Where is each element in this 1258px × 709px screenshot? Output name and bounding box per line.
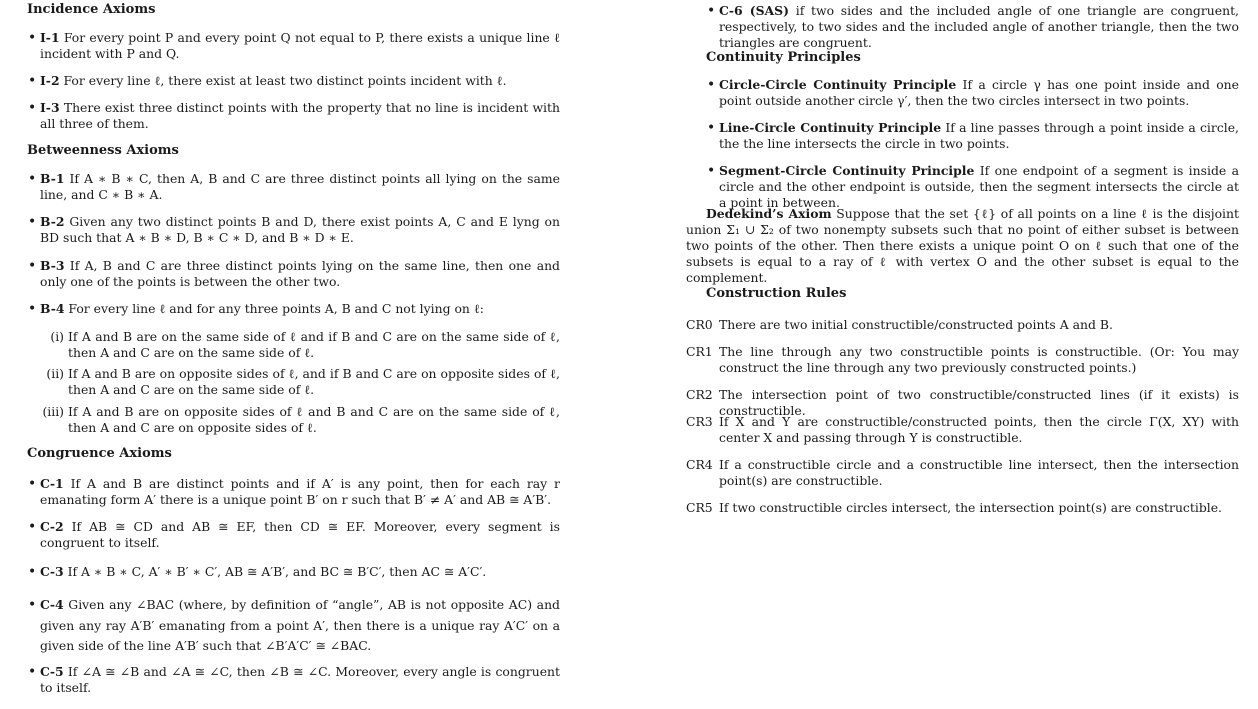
principle-text: If one endpoint of a segment is inside a circle and the other endpoint is outside, then the segment intersects the circle at a point in between. xyxy=(719,163,1239,210)
axiom-c5 xyxy=(27,664,560,696)
dedekind-text: Suppose that the set {ℓ} of all points on a line ℓ is the disjoint union Σ₁ ∪ Σ₂ of two nonempty subsets such that no point of either subset is between two points of the other. Then there exists a unique point O on ℓ such that one of the subsets is equal to a ray of ℓ with vertex O and the other subset is equal to the complement. xyxy=(686,206,1239,285)
axiom-label: C-1 xyxy=(40,476,64,491)
rule-text: If two constructible circles intersect, the intersection point(s) are constructible. xyxy=(719,500,1222,515)
axiom-i2 xyxy=(27,73,560,89)
construction-heading: Construction Rules xyxy=(706,286,847,301)
axiom-text: If A ∗ B ∗ C, A′ ∗ B′ ∗ C′, AB ≅ A′B′, and BC ≅ B′C′, then AC ≅ A′C′. xyxy=(67,564,487,579)
sub-label: (i) xyxy=(50,329,64,344)
principle-circle-circle xyxy=(706,77,1239,109)
incidence-heading: Incidence Axioms xyxy=(27,2,156,17)
axiom-b4 xyxy=(27,301,560,317)
axiom-label: B-2 xyxy=(40,214,65,229)
principle-text: If a circle γ has one point inside and one point outside another circle γ′, then the two circles intersect in two points. xyxy=(719,77,1239,108)
rule-label: CR3 xyxy=(686,414,713,429)
axiom-text: If A ∗ B ∗ C, then A, B and C are three distinct points all lying on the same line, and C ∗ B ∗ A. xyxy=(40,171,560,202)
axiom-c6 xyxy=(706,3,1239,51)
axiom-text: If ∠A ≅ ∠B and ∠A ≅ ∠C, then ∠B ≅ ∠C. Moreover, every angle is congruent to itself. xyxy=(40,664,560,695)
axiom-text: Given any two distinct points B and D, there exist points A, C and E lyng on BD such that A ∗ B ∗ D, B ∗ C ∗ D, and B ∗ D ∗ E. xyxy=(40,214,560,245)
axiom-label: C-4 xyxy=(40,597,64,612)
axiom-text: If A, B and C are three distinct points lying on the same line, then one and only one of the points is between the other two. xyxy=(40,258,560,289)
axiom-text: if two sides and the included angle of one triangle are congruent, respectively, to two sides and the included angle of another triangle, then the two triangles are congruent. xyxy=(719,3,1239,50)
sub-text: If A and B are on opposite sides of ℓ, and if B and C are on opposite sides of ℓ, then A and C are on the same side of ℓ. xyxy=(68,366,560,397)
sub-text: If A and B are on opposite sides of ℓ and B and C are on the same side of ℓ, then A and C are on opposite sides of ℓ. xyxy=(68,404,560,435)
principle-label: Circle-Circle Continuity Principle xyxy=(719,77,957,92)
dedekind-label: Dedekind’s Axiom xyxy=(706,206,832,221)
axiom-b2 xyxy=(27,214,560,246)
axiom-label: C-5 xyxy=(40,664,64,679)
congruence-heading: Congruence Axioms xyxy=(27,446,172,461)
axiom-text: For every line ℓ and for any three points A, B and C not lying on ℓ: xyxy=(68,301,484,316)
axiom-text: There exist three distinct points with the property that no line is incident with all three of them. xyxy=(40,100,560,131)
principle-label: Segment-Circle Continuity Principle xyxy=(719,163,975,178)
axiom-label: I-1 xyxy=(40,30,60,45)
principle-label: Line-Circle Continuity Principle xyxy=(719,120,942,135)
rule-label: CR1 xyxy=(686,344,713,359)
sub-text: If A and B are on the same side of ℓ and if B and C are on the same side of ℓ, then A and C are on the same side of ℓ. xyxy=(68,329,560,360)
axiom-c2 xyxy=(27,519,560,551)
b4-sub-i xyxy=(27,329,560,361)
rule-text: If a constructible circle and a constructible line intersect, then the intersection point(s) are constructible. xyxy=(719,457,1239,488)
rule-text: The line through any two constructible points is constructible. (Or: You may construct the line through any two previously constructed points.) xyxy=(719,344,1239,375)
b4-sub-iii xyxy=(27,404,560,436)
axiom-text: If A and B are distinct points and if A′ is any point, then for each ray r emanating form A′ there is a unique point B′ on r such that B′ ≠ A′ and AB ≅ A′B′. xyxy=(40,476,560,507)
rule-cr3 xyxy=(686,414,1239,446)
axiom-label: C-6 (SAS) xyxy=(719,3,789,18)
rule-text: There are two initial constructible/constructed points A and B. xyxy=(719,317,1113,332)
sub-label: (ii) xyxy=(46,366,64,381)
principle-line-circle xyxy=(706,120,1239,152)
axiom-c4 xyxy=(27,595,560,657)
axiom-b1 xyxy=(27,171,560,203)
rule-cr4 xyxy=(686,457,1239,489)
rule-text: The intersection point of two constructible/constructed lines (if it exists) is constructible. xyxy=(719,387,1239,418)
axiom-c1 xyxy=(27,476,560,508)
b4-sub-ii xyxy=(27,366,560,398)
axiom-c3 xyxy=(27,564,560,580)
axiom-i3 xyxy=(27,100,560,132)
rule-label: CR0 xyxy=(686,317,713,332)
axiom-label: B-3 xyxy=(40,258,65,273)
axiom-b3 xyxy=(27,258,560,290)
axiom-text: For every point P and every point Q not equal to P, there exists a unique line ℓ incident with P and Q. xyxy=(40,30,560,61)
axiom-text: Given any ∠BAC (where, by definition of “angle”, AB is not opposite AC) and given any ray A′B′ emanating from a point A′, then there is a unique ray A′C′ on a given side of the line A′B′ such that ∠B′A′C′ ≅ ∠BAC. xyxy=(40,597,560,653)
rule-cr1 xyxy=(686,344,1239,376)
rule-text: If X and Y are constructible/constructed points, then the circle Γ(X, XY) with center X and passing through Y is constructible. xyxy=(719,414,1239,445)
axiom-i1 xyxy=(27,30,560,62)
axiom-label: C-3 xyxy=(40,564,64,579)
principle-text: If a line passes through a point inside a circle, the the line intersects the circle in two points. xyxy=(719,120,1239,151)
rule-label: CR4 xyxy=(686,457,713,472)
axiom-text: For every line ℓ, there exist at least two distinct points incident with ℓ. xyxy=(63,73,507,88)
dedekind-axiom xyxy=(686,206,1239,286)
principle-segment-circle xyxy=(706,163,1239,211)
sub-label: (iii) xyxy=(42,404,64,419)
axiom-text: If AB ≅ CD and AB ≅ EF, then CD ≅ EF. Moreover, every segment is congruent to itself. xyxy=(40,519,560,550)
axiom-label: B-4 xyxy=(40,301,65,316)
continuity-heading: Continuity Principles xyxy=(706,50,861,65)
axiom-label: B-1 xyxy=(40,171,65,186)
rule-label: CR2 xyxy=(686,387,713,402)
axiom-label: C-2 xyxy=(40,519,64,534)
rule-cr0 xyxy=(686,317,1239,333)
rule-cr5 xyxy=(686,500,1239,516)
betweenness-heading: Betweenness Axioms xyxy=(27,143,179,158)
axiom-label: I-3 xyxy=(40,100,60,115)
axiom-label: I-2 xyxy=(40,73,60,88)
rule-label: CR5 xyxy=(686,500,713,515)
